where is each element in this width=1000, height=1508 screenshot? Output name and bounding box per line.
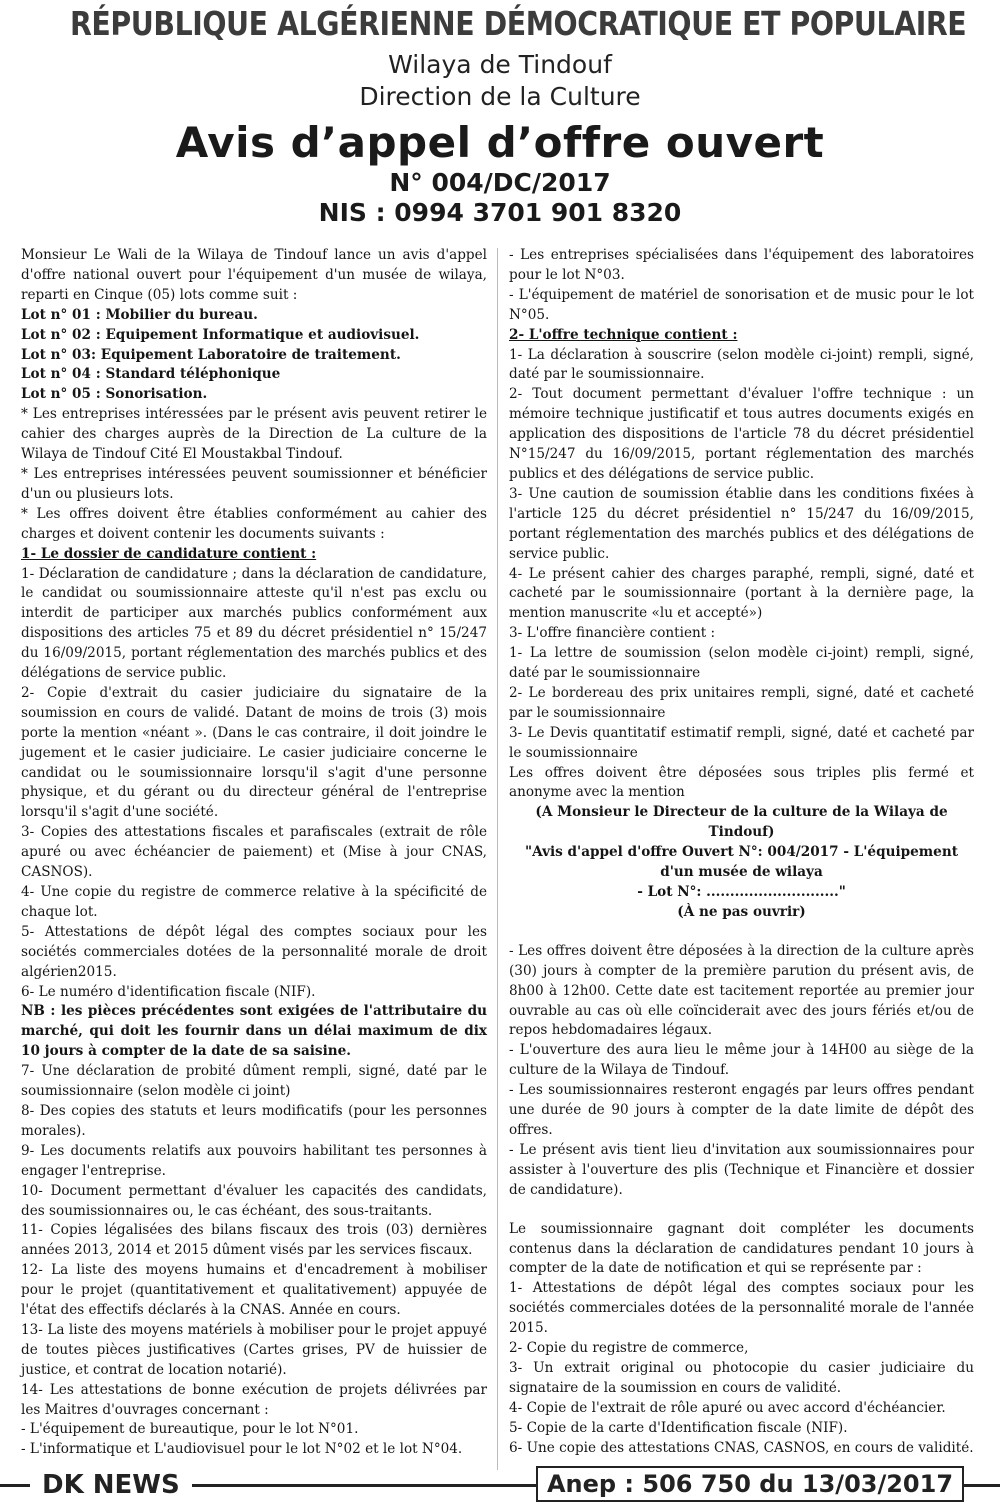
right-column-paragraph: 3- L'offre financière contient : (509, 625, 716, 642)
left-column-paragraph: Lot n° 04 : Standard téléphonique (21, 366, 281, 383)
right-column-paragraph: (À ne pas ouvrir) (677, 903, 806, 920)
left-column-paragraph: Lot n° 01 : Mobilier du bureau. (21, 306, 258, 323)
right-column-paragraph: 3- Un extrait original ou photocopie du casier judiciaire du signataire de la soumission en cours de validité. (509, 1359, 974, 1396)
left-column-paragraph: 11- Copies légalisées des bilans fiscaux des trois (03) dernières années 2013, 2014 et 2015 dûment visés par les services fiscaux. (21, 1222, 487, 1259)
left-column-paragraph: 6- Le numéro d'identification fiscale (NIF). (21, 983, 316, 1000)
right-column-paragraph: - Le présent avis tient lieu d'invitation aux soumissionnaires pour assister à l'ouverture des plis (Technique et Financière et dossier de candidature). (509, 1141, 974, 1198)
right-column-paragraph: - L'ouverture des aura lieu le même jour à 14H00 au siège de la culture de la Wilaya de Tindouf. (509, 1042, 974, 1079)
notice-title: Avis d’appel d’offre ouvert (175, 118, 825, 167)
left-column-paragraph: 9- Les documents relatifs aux pouvoirs habilitant tes personnes à engager l'entreprise. (21, 1142, 487, 1179)
left-column-paragraph: 13- La liste des moyens matériels à mobiliser pour le projet appuyé de toutes pièces justificatives (Cartes grises, PV de huissier de justice, et contrat de location notarié). (21, 1321, 487, 1378)
anep-reference-box: Anep : 506 750 du 13/03/2017 (536, 1466, 964, 1502)
right-column-paragraph: - Lot N°: ............................" (637, 884, 846, 900)
right-column-paragraph: 3- Une caution de soumission établie dans les conditions fixées à l'article 125 du décret présidentiel n° 15/247 du 16/09/2015, portant réglementation des marchés publics et des délégations de service public. (509, 485, 974, 562)
left-column-paragraph: * Les entreprises intéressées peuvent soumissionner et bénéficier d'un ou plusieurs lots. (21, 465, 487, 502)
nis-number: NIS : 0994 3701 901 8320 (318, 198, 682, 227)
left-column-paragraph: 12- La liste des moyens humains et d'encadrement à mobiliser pour le projet (quantitativement et qualitativement) appuyée de l'état des effectifs déclarés à la CNAS. Année en cours. (21, 1262, 487, 1319)
left-column-paragraph: * Les offres doivent être établies conformément au cahier des charges et doivent contenir les documents suivants : (21, 505, 487, 542)
right-column-paragraph: 1- La déclaration à souscrire (selon modèle ci-joint) rempli, signé, daté par le soumissionnaire. (509, 346, 974, 383)
right-column-paragraph: 5- Copie de la carte d'Identification fiscale (NIF). (509, 1419, 848, 1436)
right-column-paragraph: 6- Une copie des attestations CNAS, CASNOS, en cours de validité. (509, 1439, 974, 1456)
left-column-paragraph: 7- Une déclaration de probité dûment rempli, signé, daté par le soumissionnaire (selon modèle ci joint) (21, 1063, 487, 1100)
left-column-paragraph: * Les entreprises intéressées par le présent avis peuvent retirer le cahier des charges auprès de la Direction de La culture de la Wilaya de Tindouf Cité El Moustakbal Tindouf. (21, 406, 487, 463)
left-column-paragraph: Lot n° 02 : Equipement Informatique et audiovisuel. (21, 326, 420, 343)
left-column-paragraph: - L'informatique et L'audiovisuel pour le lot N°02 et le lot N°04. (21, 1441, 463, 1458)
notice-number: N° 004/DC/2017 (389, 168, 611, 197)
right-column-paragraph: 1- Attestations de dépôt légal des comptes sociaux pour les sociétés commerciales dotées de la personnalité morale de l'année 2015. (509, 1280, 974, 1337)
direction-subheading: Direction de la Culture (359, 82, 641, 111)
right-column-paragraph: 1- La lettre de soumission (selon modèle ci-joint) rempli, signé, daté par le soumissionnaire (509, 645, 974, 682)
left-column-paragraph: 1- Déclaration de candidature ; dans la déclaration de candidature, le candidat ou soumissionnaire atteste qu'il n'est pas exclu ou interdit de participer aux marchés publics conformément aux dispositions des articles 75 et 89 du décret présidentiel n° 15/247 du 16/09/2015, portant réglementation des marchés publics et des délégations de service public. (21, 565, 487, 682)
right-column-paragraph: Les offres doivent être déposées sous triples plis fermé et anonyme avec la mention (509, 764, 974, 801)
right-column-paragraph: 2- L'offre technique contient : (509, 326, 738, 343)
left-column-paragraph: Lot n° 05 : Sonorisation. (21, 386, 208, 403)
left-column-paragraph: 8- Des copies des statuts et leurs modificatifs (pour les personnes morales). (21, 1102, 487, 1139)
right-column-paragraph: Le soumissionnaire gagnant doit compléter les documents contenus dans la déclaration de candidatures pendant 10 jours à compter de la date de notification et qui se représente par : (509, 1220, 974, 1277)
right-column-paragraph: 4- Le présent cahier des charges paraphé, rempli, signé, daté et cacheté par le soumissionnaire (portant à la dernière page, la mention manuscrite «lu et accepté») (509, 565, 974, 622)
right-column-paragraph: 2- Copie du registre de commerce, (509, 1340, 749, 1357)
left-column-paragraph: 10- Document permettant d'évaluer les capacités des candidats, des soumissionnaires ou, le cas échéant, des sous-traitants. (21, 1182, 487, 1219)
right-column-paragraph: "Avis d'appel d'offre Ouvert N°: 004/2017 - L'équipement d'un musée de wilaya (525, 844, 958, 881)
left-column-paragraph: 4- Une copie du registre de commerce relative à la spécificité de chaque lot. (21, 884, 487, 920)
right-column-paragraph: 3- Le Devis quantitatif estimatif rempli, signé, daté et cacheté par le soumissionnaire (509, 724, 974, 761)
wilaya-subheading: Wilaya de Tindouf (388, 50, 612, 79)
right-column-paragraph: - Les entreprises spécialisées dans l'équipement des laboratoires pour le lot N°03. (509, 247, 974, 283)
right-column-paragraph: 2- Le bordereau des prix unitaires rempli, signé, daté et cacheté par le soumissionnaire (509, 684, 974, 721)
left-column-paragraph: 1- Le dossier de candidature contient : (21, 545, 317, 562)
right-column-paragraph: 4- Copie de l'extrait de rôle apuré ou avec accord d'échéancier. (509, 1399, 946, 1416)
publication-name: DK NEWS (30, 1468, 192, 1502)
right-column-paragraph: 2- Tout document permettant d'évaluer l'offre technique : un mémoire technique justificatif et tous autres documents exigés en application des dispositions de l'article 78 du décret présidentiel N°15/247 du 16/09/2015, portant réglementation des marchés publics et des délégations de service public. (509, 386, 974, 482)
left-text-column (21, 246, 487, 1460)
left-column-paragraph: NB : les pièces précédentes sont exigées de l'attributaire du marché, qui doit les fournir dans un délai maximum de dix 10 jours à compter de la date de sa saisine. (21, 1003, 487, 1060)
right-column-paragraph: - Les soumissionnaires resteront engagés par leurs offres pendant une durée de 90 jours à compter de la date limite de dépôt des offres. (509, 1082, 974, 1138)
left-column-paragraph: 14- Les attestations de bonne exécution de projets délivrées par les Maitres d'ouvrages concernant : (21, 1381, 487, 1418)
left-column-paragraph: 5- Attestations de dépôt légal des comptes sociaux pour les sociétés commerciales dotées de la personnalité morale de droit algérien2015. (21, 923, 487, 980)
left-column-paragraph: 3- Copies des attestations fiscales et parafiscales (extrait de rôle apuré ou avec échéancier de paiement) et (Mise à jour CNAS, CASNOS). (21, 824, 487, 881)
country-heading: RÉPUBLIQUE ALGÉRIENNE DÉMOCRATIQUE ET POPULAIRE (70, 4, 967, 43)
right-column-paragraph: (A Monsieur le Directeur de la culture de la Wilaya de Tindouf) (535, 804, 948, 841)
right-text-column (509, 246, 974, 1458)
left-column-paragraph: 2- Copie d'extrait du casier judiciaire du signataire de la soumission en cours de validé. Datant de moins de trois (3) mois porte la mention «néant ». (Dans le cas contraire, il doit joindre le jugement et le casier judiciaire. Le casier judiciaire concerne le candidat ou le soumissionnaire lorsqu'il s'agit d'une personne physique, et du gérant ou du directeur général de l'entreprise lorsqu'il s'agit d'une société. (21, 684, 487, 821)
left-column-paragraph: Monsieur Le Wali de la Wilaya de Tindouf lance un avis d'appel d'offre national ouvert pour l'équipement d'un musée de wilaya, reparti en Cinque (05) lots comme suit : (21, 247, 487, 303)
left-column-paragraph: - L'équipement de bureautique, pour le lot N°01. (21, 1421, 359, 1438)
right-column-paragraph: - Les offres doivent être déposées à la direction de la culture après (30) jours à compter de la première parution du présent avis, de 8h00 à 12h00. Cette date est tacitement reportée au premier jour ouvrable au cas où elle coïnciderait avec des jours fériés et/ou de repos hebdomadaires légaux. (509, 942, 974, 1039)
left-column-paragraph: Lot n° 03: Equipement Laboratoire de traitement. (21, 346, 401, 363)
column-divider (497, 248, 498, 1470)
right-column-paragraph: - L'équipement de matériel de sonorisation et de music pour le lot N°05. (509, 286, 974, 323)
